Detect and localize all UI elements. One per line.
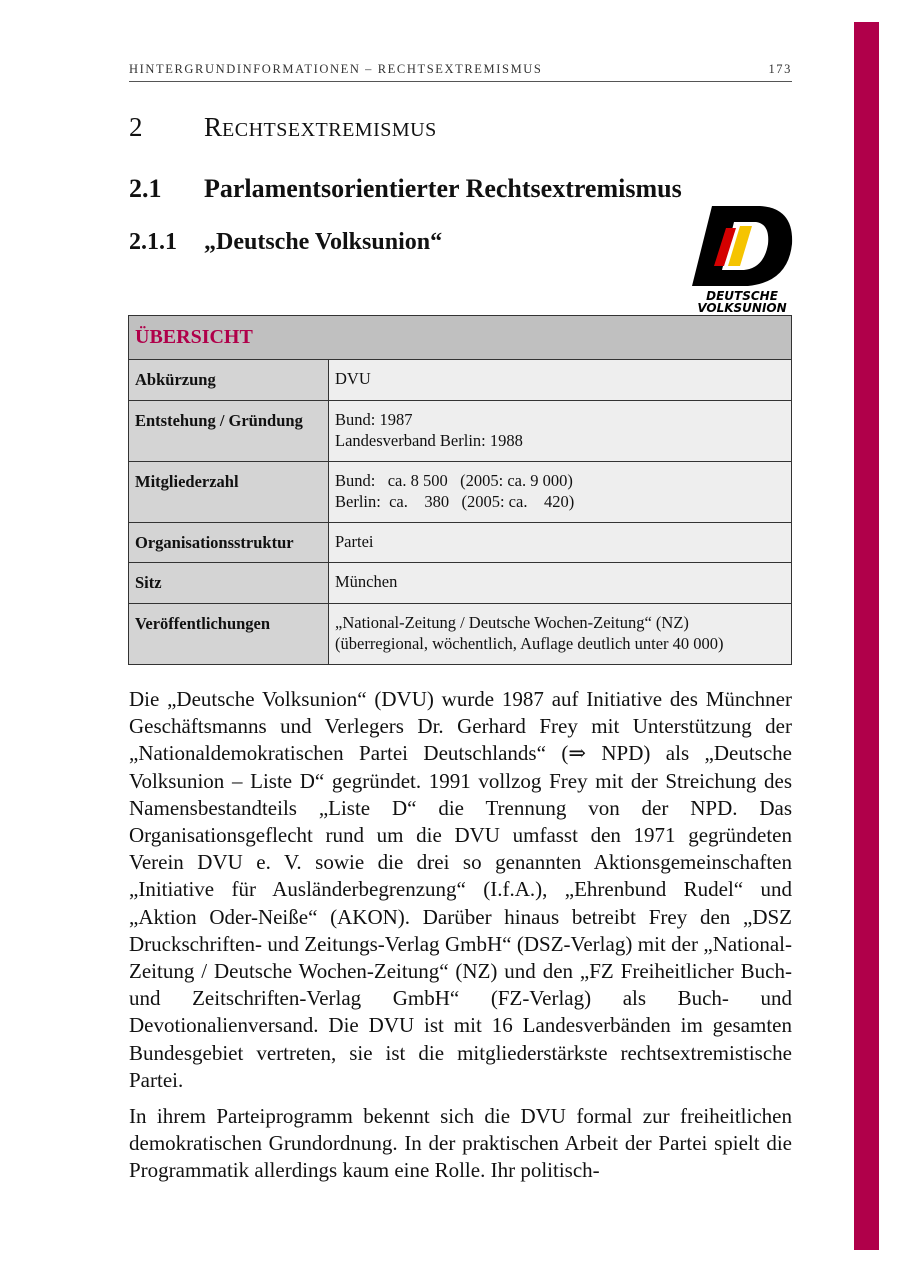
value-line: Partei (335, 532, 374, 551)
subsection-title: „Deutsche Volksunion“ (204, 229, 443, 255)
table-row (129, 604, 792, 665)
row-value (329, 563, 792, 604)
value-line: Berlin: ca. 380 (2005: ca. 420) (335, 492, 575, 511)
dvu-logo (690, 204, 794, 316)
side-color-bar (854, 22, 879, 1250)
row-value (329, 462, 792, 523)
table-row (129, 401, 792, 462)
row-value (329, 523, 792, 563)
row-label: Sitz (129, 563, 329, 604)
logo-text-line1: DEUTSCHE (706, 289, 778, 303)
section-number: 2.1 (129, 174, 162, 203)
running-head (129, 62, 792, 82)
table-row (129, 523, 792, 563)
value-line: Landesverband Berlin: 1988 (335, 431, 523, 450)
row-label: Entstehung / Gründung (129, 401, 329, 462)
paragraph: Die „Deutsche Volksunion“ (DVU) wurde 1987 auf Initiative des Münchner Geschäftsmanns und Verlegers Dr. Gerhard Frey mit Unterstützung der „Nationaldemokratischen Partei Deutschlands“ (⇒ NPD) als „Deutsche Volksunion – Liste D“ gegründet. 1991 vollzog Frey mit der Streichung des Namensbestandteils „Liste D“ die Trennung von der NPD. Das Organisationsgeflecht rund um die DVU umfasst den 1971 gegründeten Verein DVU e. V. sowie die drei so genannten Aktionsgemeinschaften „Initiative für Ausländerbegrenzung“ (I.f.A.), „Ehrenbund Rudel“ und „Aktion Oder-Neiße“ (AKON). Darüber hinaus betreibt Frey den „DSZ Druckschriften- und Zeitungs-Verlag GmbH“ (DSZ-Verlag) mit der „National-Zeitung / Deutsche Wochen-Zeitung“ (NZ) und den „FZ Freiheitlicher Buch- und Zeitschriften-Verlag GmbH“ (FZ-Verlag) als Buch- und Devotionalienversand. Die DVU ist mit 16 Landesverbänden im gesamten Bundesgebiet vertreten, sie ist die mitgliederstärkste rechtsextremistische Partei. (129, 687, 792, 1092)
row-label: Mitgliederzahl (129, 462, 329, 523)
row-label: Veröffentlichungen (129, 604, 329, 665)
row-value (329, 401, 792, 462)
logo-text-line2: VOLKSUNION (697, 301, 787, 315)
chapter-title-initial: R (204, 112, 223, 142)
value-line: Bund: ca. 8 500 (2005: ca. 9 000) (335, 471, 573, 490)
section-title: Parlamentsorientierter Rechtsextremismus (204, 174, 682, 203)
overview-table (128, 315, 792, 665)
table-row (129, 360, 792, 401)
running-head-title: HINTERGRUNDINFORMATIONEN – RECHTSEXTREMISMUS (129, 62, 543, 76)
chapter-title-rest: ECHTSEXTREMISMUS (222, 119, 437, 141)
row-label: Organisationsstruktur (129, 523, 329, 563)
row-value (329, 604, 792, 665)
subsection-number: 2.1.1 (129, 229, 177, 255)
page-number: 173 (768, 62, 792, 76)
table-row (129, 563, 792, 604)
value-line: Bund: 1987 (335, 410, 413, 429)
chapter-title (204, 112, 437, 143)
row-label: Abkürzung (129, 360, 329, 401)
row-value (329, 360, 792, 401)
value-line: München (335, 572, 398, 591)
chapter-number: 2 (129, 112, 143, 142)
value-line: DVU (335, 369, 371, 388)
overview-title: ÜBERSICHT (129, 316, 792, 360)
value-line: „National-Zeitung / Deutsche Wochen-Zeitung“ (NZ) (335, 613, 689, 632)
paragraph: In ihrem Parteiprogramm bekennt sich die DVU formal zur freiheitlichen demokratischen Grundordnung. In der praktischen Arbeit der Partei spielt die Programmatik allerdings kaum eine Rolle. Ihr politisch- (129, 1104, 792, 1183)
table-row (129, 462, 792, 523)
value-line: (überregional, wöchentlich, Auflage deutlich unter 40 000) (335, 634, 724, 653)
body-text (129, 686, 792, 1194)
